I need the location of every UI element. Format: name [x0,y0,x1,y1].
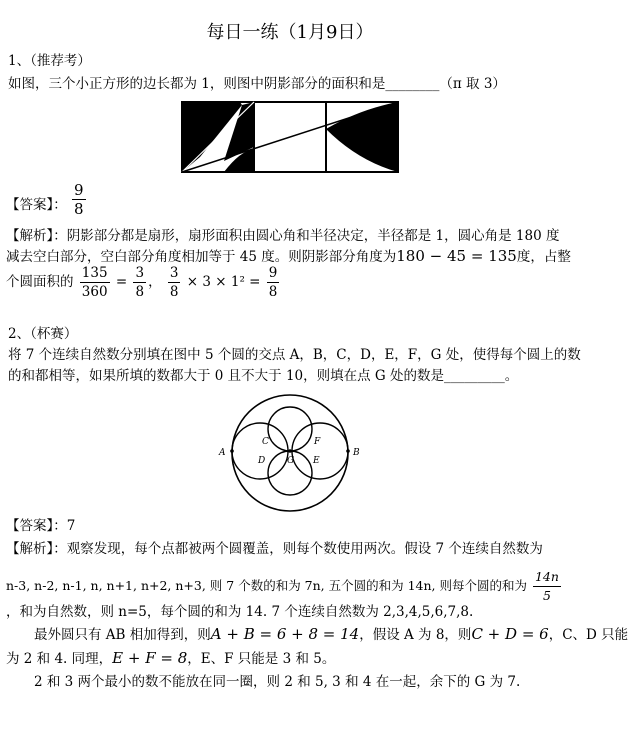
q1-f3-den: 8 [169,284,179,300]
label-A: A [219,448,226,458]
q2-analysis-line5 [6,649,335,668]
q2-analysis-label: 【解析】： [6,541,67,557]
q2-analysis-text4b: ，假设 A 为 8，则 [359,627,472,643]
q2-analysis-line2 [6,568,563,605]
q2-question-line1: 将 7 个连续自然数分别填在图中 5 个圆的交点 A，B，C，D，E，F，G 处，使得每个圆上的数 [8,347,581,363]
q2-answer [6,517,75,535]
q2-analysis-math2: C + D = 6 [471,625,549,643]
q2-analysis-line6: 2 和 3 两个最小的数不能放在同一圈，则 2 和 5, 3 和 4 在一起，余下的 G 为 7. [34,674,521,690]
q1-analysis-line1 [6,227,559,245]
q2-frac-num: 14n [533,568,561,587]
q1-question: 如图，三个小正方形的边长都为 1，则图中阴影部分的面积和是________（π 取 3） [8,76,506,92]
q2-analysis-text4a: 最外圆只有 AB 相加得到，则 [34,627,211,643]
q1-analysis-text2a: 减去空白部分，空白部分角度相加等于 45 度。则阴影部分角度为 [6,249,397,265]
label-C: C [262,437,269,447]
q1-eq: = [115,274,128,290]
q2-analysis-math3: E + F = 8 [112,649,188,667]
q2-answer-value: 7 [66,518,76,534]
q1-analysis-text3: 个圆面积的 [6,274,74,290]
q2-analysis-text4c: ，C、D 只能 [548,627,628,643]
label-E: E [313,456,320,466]
q2-analysis-text5a: 为 2 和 4. 同理， [6,651,113,667]
five-circles-figure [215,385,365,511]
q1-f4-num: 9 [268,265,278,281]
q1-answer-denominator: 8 [74,200,84,218]
q2-question-line2: 的和都相等，如果所填的数都大于 0 且不大于 10，则填在点 G 处的数是_________。 [8,368,519,384]
q1-f2-den: 8 [135,284,145,300]
label-F: F [314,437,321,447]
q2-heading: 2、（杯赛） [8,326,78,342]
q1-f1-num: 135 [81,265,108,281]
outer-circle [232,395,348,511]
q2-analysis-text1: 观察发现，每个点都被两个圆覆盖，则每个数使用两次。假设 7 个连续自然数为 [66,541,543,557]
q1-answer-numerator: 9 [74,181,84,199]
left-circle [232,423,288,479]
q1-times: × 3 × 1² = [186,274,261,290]
page-title: 每日一练（1月9日） [206,22,374,43]
right-circle [292,423,348,479]
label-G: G [287,456,295,466]
q2-analysis-line1 [6,540,543,558]
top-circle [268,407,312,451]
q2-analysis-text2: n-3, n-2, n-1, n, n+1, n+2, n+3, 则 7 个数的和为 7n, 五个圆的和为 14n, 则每个圆的和为 [6,578,527,593]
q1-f3-num: 3 [169,265,179,281]
q2-frac-den: 5 [542,588,551,603]
q2-analysis-line4 [34,625,628,644]
q2-analysis-text5b: ，E、F 只能是 3 和 5。 [187,651,336,667]
q1-analysis-math: 180 − 45 = 135 [396,247,517,265]
q1-f4-den: 8 [268,284,278,300]
q1-analysis-line3 [6,264,281,301]
q1-heading: 1、（推荐考） [8,53,91,69]
label-D: D [258,456,266,466]
q1-analysis-text2b: 度，占整 [516,249,571,265]
q1-analysis-text1: 阴影部分都是扇形，扇形面积由圆心角和半径决定，半径都是 1，圆心角是 180 度 [66,228,560,244]
q1-answer-label: 【答案】： [6,197,67,213]
q1-answer-fraction [70,181,88,218]
q1-f1-den: 360 [81,284,108,300]
q2-answer-label: 【答案】： [6,518,67,534]
q2-analysis-line3: ，和为自然数，则 n=5，每个圆的和为 14. 7 个连续自然数为 2,3,4,5,6,7,8. [6,604,474,620]
three-squares-figure [180,99,402,175]
q1-comma: ， [148,274,162,290]
q1-f2-num: 3 [135,265,145,281]
label-B: B [353,448,360,458]
q1-analysis-label: 【解析】： [6,228,67,244]
q2-analysis-math1: A + B = 6 + 8 = 14 [210,625,360,643]
